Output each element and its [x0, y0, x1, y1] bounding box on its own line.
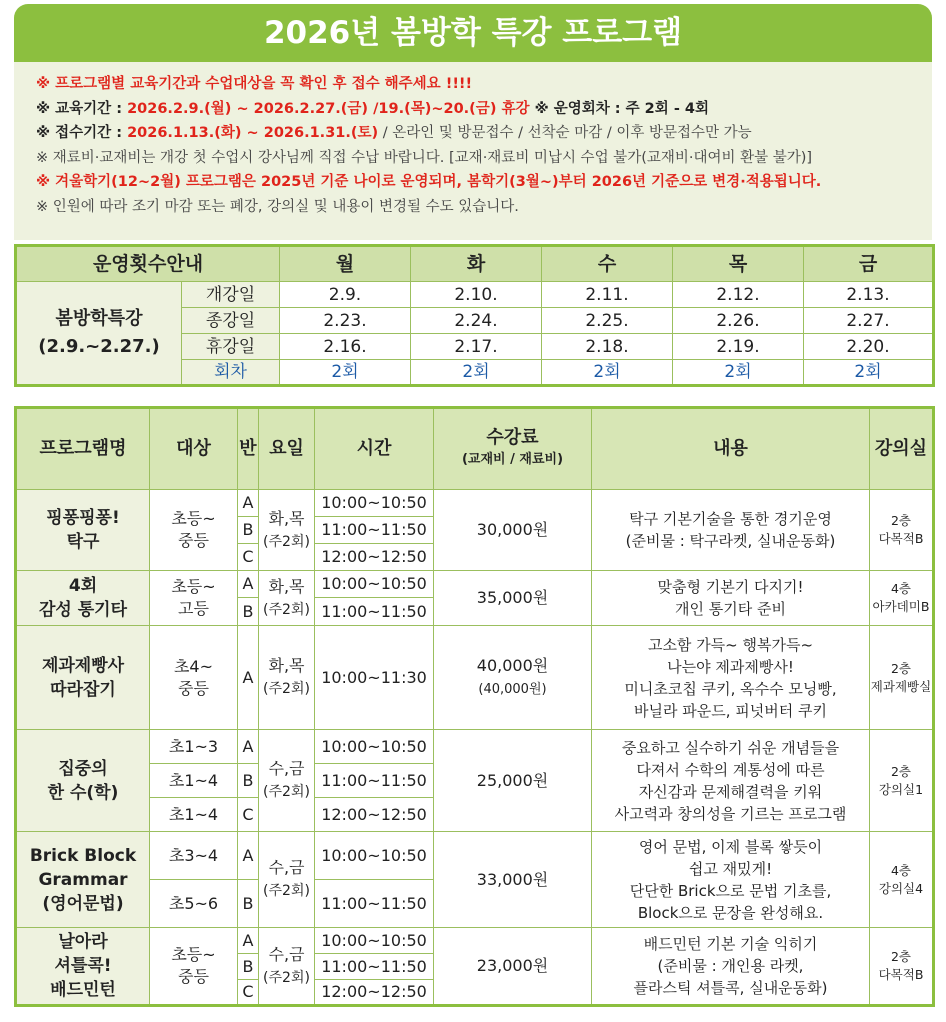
cell: 2.9. [280, 282, 411, 308]
content-line: Block으로 문장을 완성해요. [637, 903, 824, 922]
class-cell: A [238, 730, 259, 764]
day-thu: 목 [673, 246, 804, 282]
day-line: 수,금 [268, 944, 305, 964]
program-content [592, 490, 870, 571]
schedule-row-start [16, 282, 934, 308]
row-label: 휴강일 [182, 334, 280, 360]
cell: 2.25. [542, 308, 673, 334]
class-cell: C [238, 980, 259, 1006]
class-cell: C [238, 544, 259, 571]
program-target [150, 571, 238, 626]
program-name [16, 832, 150, 928]
day-line: 화,목 [268, 576, 305, 596]
fee-sub: (40,000원) [478, 681, 547, 697]
header-time: 시간 [315, 408, 434, 490]
program-day [259, 490, 315, 571]
program-header-row [16, 408, 934, 490]
target-cell: 초1~4 [150, 798, 238, 832]
program-fee: 25,000원 [434, 730, 592, 832]
program-name-line: 한 수(학) [47, 782, 119, 803]
content-line: 고소함 가득~ 행복가득~ [647, 635, 814, 654]
target-line: 중등 [178, 531, 209, 550]
class-cell: A [238, 928, 259, 954]
class-cell: A [238, 490, 259, 517]
header-day: 요일 [259, 408, 315, 490]
target-line: 중등 [178, 967, 209, 986]
content-line: (준비물 : 개인용 라켓, [657, 957, 804, 975]
target-line: 초4~ [173, 656, 214, 676]
room-line: 강의실4 [878, 880, 924, 896]
notice-box [14, 62, 932, 240]
schedule-table [14, 244, 935, 387]
room-line: 4층 [890, 862, 912, 878]
room-line: 강의실1 [878, 781, 924, 797]
time-cell: 11:00~11:50 [315, 764, 434, 798]
day-mon: 월 [280, 246, 411, 282]
cell: 2.11. [542, 282, 673, 308]
time-cell: 10:00~10:50 [315, 730, 434, 764]
content-line: 단단한 Brick으로 문법 기초를, [629, 881, 832, 900]
cell: 2.17. [411, 334, 542, 360]
row-label: 회차 [182, 360, 280, 386]
period-value: 2026.2.9.(월) ~ 2026.2.27.(금) /19.(목)~20.(금) 휴강 [127, 100, 530, 117]
table-row [16, 730, 934, 764]
content-line: 다져서 수학의 계통성에 따른 [636, 760, 825, 779]
header-content: 내용 [592, 408, 870, 490]
program-room [870, 730, 934, 832]
time-cell: 11:00~11:50 [315, 598, 434, 626]
page-title: 2026년 봄방학 특강 프로그램 [14, 4, 932, 62]
row-label: 종강일 [182, 308, 280, 334]
program-name [16, 571, 150, 626]
room-line: 다목적B [878, 967, 924, 982]
notice-line-2 [36, 97, 932, 122]
program-name-line: 따라잡기 [50, 679, 116, 700]
registration-label: ※ 접수기간 : [36, 125, 128, 142]
time-cell: 12:00~12:50 [315, 798, 434, 832]
header-class: 반 [238, 408, 259, 490]
header-fee-label: 수강료 [486, 427, 539, 448]
table-row [16, 928, 934, 954]
target-cell: 초3~4 [150, 832, 238, 880]
program-name-line: Grammar [38, 869, 128, 890]
cell: 2.26. [673, 308, 804, 334]
cell: 2.16. [280, 334, 411, 360]
program-room [870, 571, 934, 626]
day-fri: 금 [804, 246, 934, 282]
program-name-line: 제과제빵사 [41, 655, 125, 676]
day-sub: (주2회) [263, 883, 310, 899]
room-line: 2층 [890, 763, 912, 779]
group-label-period: (2.9.~2.27.) [38, 336, 160, 357]
room-line: 2층 [890, 513, 912, 528]
class-cell: B [238, 954, 259, 980]
program-day [259, 626, 315, 730]
target-line: 초등~ [171, 577, 216, 596]
day-tue: 화 [411, 246, 542, 282]
header-target: 대상 [150, 408, 238, 490]
time-cell: 10:00~10:50 [315, 571, 434, 598]
program-name-line: (영어문법) [42, 893, 124, 914]
day-line: 화,목 [268, 656, 305, 675]
room-line: 2층 [890, 949, 912, 964]
room-line: 2층 [890, 660, 912, 676]
content-line: 맞춤형 기본기 다지기! [657, 578, 804, 596]
fee-line: 40,000원 [476, 655, 549, 675]
program-fee: 23,000원 [434, 928, 592, 1006]
target-cell: 초1~3 [150, 730, 238, 764]
class-cell: B [238, 880, 259, 928]
header-fee-sub: (교재비 / 재료비) [461, 452, 564, 467]
program-room [870, 626, 934, 730]
content-line: 바닐라 파운드, 피넛버터 쿠키 [634, 701, 827, 720]
time-cell: 11:00~11:50 [315, 880, 434, 928]
program-name-line: Brick Block [29, 845, 137, 866]
program-table [14, 406, 935, 1007]
notice-line-1: ※ 프로그램별 교육기간과 수업대상을 꼭 확인 후 접수 해주세요 !!!! [36, 76, 473, 92]
content-line: 플라스틱 셔틀콕, 실내운동화) [633, 979, 828, 997]
cell: 2회 [542, 360, 673, 386]
program-fee: 30,000원 [434, 490, 592, 571]
program-target [150, 490, 238, 571]
day-line: 수,금 [268, 858, 305, 877]
notice-line-3 [36, 121, 932, 146]
class-cell: C [238, 798, 259, 832]
cell: 2.20. [804, 334, 934, 360]
room-line: 4층 [890, 581, 912, 596]
program-name [16, 490, 150, 571]
program-name-line: 집중의 [58, 758, 108, 779]
registration-period: 2026.1.13.(화) ~ 2026.1.31.(토) [127, 125, 379, 142]
day-sub: (주2회) [263, 784, 310, 800]
group-label-title: 봄방학특강 [55, 308, 143, 329]
program-content [592, 626, 870, 730]
program-content [592, 928, 870, 1006]
cell: 2.23. [280, 308, 411, 334]
program-name-line: 날아라 [58, 932, 108, 952]
program-target [150, 626, 238, 730]
table-row [16, 832, 934, 880]
content-line: 쉽고 재밌게! [688, 859, 773, 878]
schedule-group-label [16, 282, 182, 386]
time-cell: 11:00~11:50 [315, 517, 434, 544]
period-label: ※ 교육기간 : [36, 100, 128, 117]
day-sub: (주2회) [263, 681, 310, 697]
notice-line-5: ※ 겨울학기(12~2월) 프로그램은 2025년 기준 나이로 운영되며, 봄학기(3월~)부터 2026년 기준으로 변경·적용됩니다. [36, 174, 822, 191]
class-cell: B [238, 517, 259, 544]
program-content [592, 730, 870, 832]
program-day [259, 832, 315, 928]
schedule-header: 운영횟수안내 [16, 246, 280, 282]
room-line: 제과제빵실 [870, 678, 932, 694]
class-cell: A [238, 571, 259, 598]
target-line: 중등 [178, 678, 209, 698]
target-line: 초등~ [171, 509, 216, 528]
time-cell: 11:00~11:50 [315, 954, 434, 980]
content-line: 중요하고 실수하기 쉬운 개념들을 [621, 738, 840, 757]
class-cell: B [238, 598, 259, 626]
registration-detail: / 온라인 및 방문접수 / 선착순 마감 / 이후 방문접수만 가능 [378, 125, 752, 142]
cell: 2회 [280, 360, 411, 386]
time-cell: 10:00~11:30 [315, 626, 434, 730]
time-cell: 12:00~12:50 [315, 980, 434, 1006]
program-room [870, 928, 934, 1006]
room-line: 아카데미B [872, 599, 930, 614]
day-line: 화,목 [268, 508, 305, 528]
time-cell: 10:00~10:50 [315, 928, 434, 954]
target-line: 고등 [178, 599, 209, 618]
cell: 2회 [804, 360, 934, 386]
program-name-line: 셔틀콕! [54, 956, 112, 976]
program-name-line: 탁구 [66, 532, 100, 552]
cell: 2.10. [411, 282, 542, 308]
program-name [16, 730, 150, 832]
time-cell: 10:00~10:50 [315, 490, 434, 517]
cell: 2.19. [673, 334, 804, 360]
program-content [592, 832, 870, 928]
program-fee: 35,000원 [434, 571, 592, 626]
program-day [259, 571, 315, 626]
program-name-line: 4회 [68, 576, 98, 596]
program-room [870, 832, 934, 928]
content-line: 미니초코칩 쿠키, 옥수수 모닝빵, [624, 679, 837, 698]
program-day [259, 928, 315, 1006]
session-count: ※ 운영회차 : 주 2회 - 4회 [529, 100, 709, 117]
target-cell: 초5~6 [150, 880, 238, 928]
content-line: (준비물 : 탁구라켓, 실내운동화) [625, 532, 836, 550]
content-line: 탁구 기본기술을 통한 경기운영 [629, 510, 832, 528]
cell: 2.24. [411, 308, 542, 334]
content-line: 개인 통기타 준비 [675, 600, 786, 618]
class-cell: A [238, 626, 259, 730]
day-line: 수,금 [268, 759, 305, 778]
header-name: 프로그램명 [16, 408, 150, 490]
time-cell: 10:00~10:50 [315, 832, 434, 880]
notice-line-6: ※ 인원에 따라 조기 마감 또는 폐강, 강의실 및 내용이 변경될 수도 있습니다. [36, 198, 519, 215]
target-cell: 초1~4 [150, 764, 238, 798]
day-wed: 수 [542, 246, 673, 282]
day-sub: (주2회) [263, 533, 310, 550]
content-line: 나는야 제과제빵사! [667, 657, 794, 676]
program-name [16, 626, 150, 730]
target-line: 초등~ [171, 945, 216, 964]
cell: 2.27. [804, 308, 934, 334]
day-sub: (주2회) [263, 601, 310, 618]
content-line: 사고력과 창의성을 기르는 프로그램 [614, 804, 847, 823]
cell: 2회 [411, 360, 542, 386]
program-name-line: 배드민턴 [50, 980, 116, 1000]
header-fee [434, 408, 592, 490]
program-content [592, 571, 870, 626]
time-cell: 12:00~12:50 [315, 544, 434, 571]
class-cell: B [238, 764, 259, 798]
header-room: 강의실 [870, 408, 934, 490]
program-name-line: 감성 통기타 [38, 600, 128, 620]
program-name [16, 928, 150, 1006]
program-day [259, 730, 315, 832]
class-cell: A [238, 832, 259, 880]
program-name-line: 핑퐁핑퐁! [46, 508, 120, 528]
schedule-header-row [16, 246, 934, 282]
program-room [870, 490, 934, 571]
room-line: 다목적B [878, 531, 924, 546]
notice-line-4: ※ 재료비·교재비는 개강 첫 수업시 강사님께 직접 수납 바랍니다. [교재·재료비 미납시 수업 불가(교재비·대여비 환불 불가)] [36, 149, 813, 166]
content-line: 영어 문법, 이제 블록 쌓듯이 [638, 837, 823, 856]
content-line: 배드민턴 기본 기술 익히기 [643, 935, 818, 953]
cell: 2.18. [542, 334, 673, 360]
cell: 2.12. [673, 282, 804, 308]
day-sub: (주2회) [263, 969, 310, 986]
cell: 2회 [673, 360, 804, 386]
cell: 2.13. [804, 282, 934, 308]
row-label: 개강일 [182, 282, 280, 308]
program-fee [434, 626, 592, 730]
program-target [150, 928, 238, 1006]
table-row [16, 571, 934, 598]
table-row [16, 626, 934, 730]
content-line: 자신감과 문제해결력을 키워 [638, 782, 823, 801]
table-row [16, 490, 934, 517]
program-fee: 33,000원 [434, 832, 592, 928]
